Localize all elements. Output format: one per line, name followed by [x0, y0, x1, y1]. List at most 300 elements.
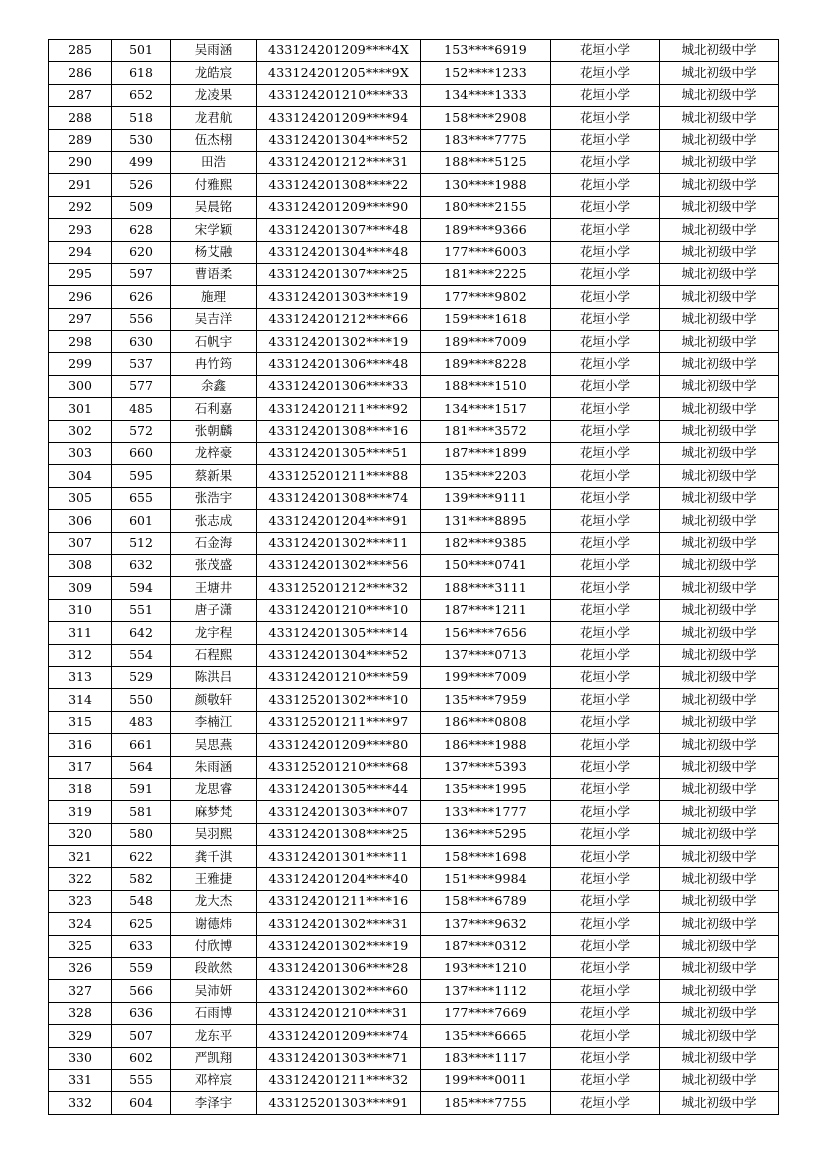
name-cell: 段歆然: [171, 958, 257, 980]
primary-school-cell: 花垣小学: [551, 174, 660, 196]
seq-cell: 312: [49, 644, 112, 666]
phone-cell: 185****7755: [421, 1092, 551, 1114]
middle-school-cell: 城北初级中学: [660, 62, 779, 84]
middle-school-cell: 城北初级中学: [660, 174, 779, 196]
primary-school-cell: 花垣小学: [551, 263, 660, 285]
name-cell: 石利嘉: [171, 398, 257, 420]
name-cell: 石程熙: [171, 644, 257, 666]
primary-school-cell: 花垣小学: [551, 711, 660, 733]
primary-school-cell: 花垣小学: [551, 420, 660, 442]
primary-school-cell: 花垣小学: [551, 1092, 660, 1114]
table-row: [49, 890, 779, 912]
id-number-cell: 433124201305****44: [257, 778, 421, 800]
id-number-cell: 433124201210****10: [257, 599, 421, 621]
table-row: [49, 196, 779, 218]
table-row: [49, 263, 779, 285]
table-body: [49, 40, 779, 1115]
name-cell: 吴吉洋: [171, 308, 257, 330]
id-number-cell: 433124201209****94: [257, 107, 421, 129]
phone-cell: 135****2203: [421, 465, 551, 487]
seq-cell: 317: [49, 756, 112, 778]
table-row: [49, 286, 779, 308]
exam-number-cell: 518: [112, 107, 171, 129]
seq-cell: 331: [49, 1069, 112, 1091]
middle-school-cell: 城北初级中学: [660, 1025, 779, 1047]
middle-school-cell: 城北初级中学: [660, 801, 779, 823]
id-number-cell: 433124201304****52: [257, 129, 421, 151]
exam-number-cell: 581: [112, 801, 171, 823]
id-number-cell: 433124201305****14: [257, 622, 421, 644]
name-cell: 余鑫: [171, 375, 257, 397]
seq-cell: 315: [49, 711, 112, 733]
name-cell: 曹语柔: [171, 263, 257, 285]
primary-school-cell: 花垣小学: [551, 1025, 660, 1047]
name-cell: 付欣博: [171, 935, 257, 957]
id-number-cell: 433124201209****74: [257, 1025, 421, 1047]
primary-school-cell: 花垣小学: [551, 465, 660, 487]
table-row: [49, 1092, 779, 1114]
phone-cell: 188****3111: [421, 577, 551, 599]
table-row: [49, 935, 779, 957]
seq-cell: 310: [49, 599, 112, 621]
primary-school-cell: 花垣小学: [551, 689, 660, 711]
phone-cell: 199****7009: [421, 666, 551, 688]
seq-cell: 320: [49, 823, 112, 845]
middle-school-cell: 城北初级中学: [660, 599, 779, 621]
middle-school-cell: 城北初级中学: [660, 711, 779, 733]
table-row: [49, 1069, 779, 1091]
name-cell: 石金海: [171, 532, 257, 554]
seq-cell: 318: [49, 778, 112, 800]
seq-cell: 295: [49, 263, 112, 285]
table-row: [49, 599, 779, 621]
primary-school-cell: 花垣小学: [551, 823, 660, 845]
middle-school-cell: 城北初级中学: [660, 756, 779, 778]
primary-school-cell: 花垣小学: [551, 1002, 660, 1024]
middle-school-cell: 城北初级中学: [660, 622, 779, 644]
primary-school-cell: 花垣小学: [551, 778, 660, 800]
primary-school-cell: 花垣小学: [551, 241, 660, 263]
primary-school-cell: 花垣小学: [551, 398, 660, 420]
table-row: [49, 331, 779, 353]
table-row: [49, 756, 779, 778]
id-number-cell: 433124201304****48: [257, 241, 421, 263]
phone-cell: 189****7009: [421, 331, 551, 353]
id-number-cell: 433124201308****22: [257, 174, 421, 196]
seq-cell: 326: [49, 958, 112, 980]
exam-number-cell: 630: [112, 331, 171, 353]
middle-school-cell: 城北初级中学: [660, 1092, 779, 1114]
seq-cell: 307: [49, 532, 112, 554]
middle-school-cell: 城北初级中学: [660, 308, 779, 330]
middle-school-cell: 城北初级中学: [660, 443, 779, 465]
phone-cell: 153****6919: [421, 40, 551, 62]
phone-cell: 199****0011: [421, 1069, 551, 1091]
id-number-cell: 433124201205****9X: [257, 62, 421, 84]
seq-cell: 324: [49, 913, 112, 935]
exam-number-cell: 507: [112, 1025, 171, 1047]
phone-cell: 182****9385: [421, 532, 551, 554]
phone-cell: 189****8228: [421, 353, 551, 375]
id-number-cell: 433124201302****11: [257, 532, 421, 554]
primary-school-cell: 花垣小学: [551, 756, 660, 778]
name-cell: 吴思燕: [171, 734, 257, 756]
middle-school-cell: 城北初级中学: [660, 129, 779, 151]
primary-school-cell: 花垣小学: [551, 487, 660, 509]
primary-school-cell: 花垣小学: [551, 890, 660, 912]
seq-cell: 294: [49, 241, 112, 263]
phone-cell: 139****9111: [421, 487, 551, 509]
middle-school-cell: 城北初级中学: [660, 734, 779, 756]
name-cell: 王雅捷: [171, 868, 257, 890]
seq-cell: 304: [49, 465, 112, 487]
id-number-cell: 433125201211****97: [257, 711, 421, 733]
name-cell: 陈洪吕: [171, 666, 257, 688]
exam-number-cell: 604: [112, 1092, 171, 1114]
exam-number-cell: 636: [112, 1002, 171, 1024]
name-cell: 张志成: [171, 510, 257, 532]
name-cell: 杨艾融: [171, 241, 257, 263]
primary-school-cell: 花垣小学: [551, 577, 660, 599]
primary-school-cell: 花垣小学: [551, 868, 660, 890]
name-cell: 龙东平: [171, 1025, 257, 1047]
primary-school-cell: 花垣小学: [551, 331, 660, 353]
primary-school-cell: 花垣小学: [551, 913, 660, 935]
middle-school-cell: 城北初级中学: [660, 353, 779, 375]
id-number-cell: 433124201212****31: [257, 151, 421, 173]
exam-number-cell: 559: [112, 958, 171, 980]
phone-cell: 137****9632: [421, 913, 551, 935]
phone-cell: 152****1233: [421, 62, 551, 84]
primary-school-cell: 花垣小学: [551, 40, 660, 62]
exam-number-cell: 572: [112, 420, 171, 442]
phone-cell: 137****0713: [421, 644, 551, 666]
name-cell: 付雅熙: [171, 174, 257, 196]
id-number-cell: 433124201210****59: [257, 666, 421, 688]
exam-number-cell: 655: [112, 487, 171, 509]
primary-school-cell: 花垣小学: [551, 622, 660, 644]
exam-number-cell: 501: [112, 40, 171, 62]
exam-number-cell: 554: [112, 644, 171, 666]
primary-school-cell: 花垣小学: [551, 935, 660, 957]
name-cell: 唐子潇: [171, 599, 257, 621]
exam-number-cell: 632: [112, 554, 171, 576]
id-number-cell: 433124201303****19: [257, 286, 421, 308]
name-cell: 宋学颖: [171, 219, 257, 241]
middle-school-cell: 城北初级中学: [660, 532, 779, 554]
phone-cell: 156****7656: [421, 622, 551, 644]
middle-school-cell: 城北初级中学: [660, 196, 779, 218]
seq-cell: 301: [49, 398, 112, 420]
seq-cell: 296: [49, 286, 112, 308]
seq-cell: 291: [49, 174, 112, 196]
middle-school-cell: 城北初级中学: [660, 219, 779, 241]
middle-school-cell: 城北初级中学: [660, 778, 779, 800]
middle-school-cell: 城北初级中学: [660, 958, 779, 980]
primary-school-cell: 花垣小学: [551, 107, 660, 129]
exam-number-cell: 529: [112, 666, 171, 688]
id-number-cell: 433124201306****33: [257, 375, 421, 397]
name-cell: 朱雨涵: [171, 756, 257, 778]
id-number-cell: 433124201302****19: [257, 331, 421, 353]
exam-number-cell: 551: [112, 599, 171, 621]
middle-school-cell: 城北初级中学: [660, 487, 779, 509]
phone-cell: 177****6003: [421, 241, 551, 263]
seq-cell: 290: [49, 151, 112, 173]
exam-number-cell: 566: [112, 980, 171, 1002]
table-row: [49, 689, 779, 711]
id-number-cell: 433125201212****32: [257, 577, 421, 599]
seq-cell: 330: [49, 1047, 112, 1069]
phone-cell: 150****0741: [421, 554, 551, 576]
phone-cell: 134****1333: [421, 84, 551, 106]
primary-school-cell: 花垣小学: [551, 62, 660, 84]
table-row: [49, 174, 779, 196]
table-row: [49, 84, 779, 106]
table-row: [49, 443, 779, 465]
phone-cell: 183****7775: [421, 129, 551, 151]
seq-cell: 306: [49, 510, 112, 532]
phone-cell: 137****1112: [421, 980, 551, 1002]
exam-number-cell: 597: [112, 263, 171, 285]
seq-cell: 299: [49, 353, 112, 375]
name-cell: 龙君航: [171, 107, 257, 129]
table-row: [49, 801, 779, 823]
seq-cell: 308: [49, 554, 112, 576]
id-number-cell: 433124201302****31: [257, 913, 421, 935]
table-row: [49, 980, 779, 1002]
exam-number-cell: 591: [112, 778, 171, 800]
middle-school-cell: 城北初级中学: [660, 286, 779, 308]
table-row: [49, 913, 779, 935]
id-number-cell: 433124201211****16: [257, 890, 421, 912]
name-cell: 龚千淇: [171, 846, 257, 868]
exam-number-cell: 564: [112, 756, 171, 778]
id-number-cell: 433124201302****56: [257, 554, 421, 576]
id-number-cell: 433124201211****92: [257, 398, 421, 420]
name-cell: 龙思睿: [171, 778, 257, 800]
table-row: [49, 510, 779, 532]
table-row: [49, 219, 779, 241]
phone-cell: 131****8895: [421, 510, 551, 532]
phone-cell: 137****5393: [421, 756, 551, 778]
table-row: [49, 1002, 779, 1024]
seq-cell: 328: [49, 1002, 112, 1024]
name-cell: 吴沛妍: [171, 980, 257, 1002]
phone-cell: 134****1517: [421, 398, 551, 420]
phone-cell: 133****1777: [421, 801, 551, 823]
phone-cell: 130****1988: [421, 174, 551, 196]
seq-cell: 298: [49, 331, 112, 353]
primary-school-cell: 花垣小学: [551, 980, 660, 1002]
seq-cell: 309: [49, 577, 112, 599]
exam-number-cell: 602: [112, 1047, 171, 1069]
id-number-cell: 433124201209****80: [257, 734, 421, 756]
id-number-cell: 433125201302****10: [257, 689, 421, 711]
name-cell: 麻梦梵: [171, 801, 257, 823]
name-cell: 龙凌果: [171, 84, 257, 106]
middle-school-cell: 城北初级中学: [660, 666, 779, 688]
name-cell: 龙宇程: [171, 622, 257, 644]
exam-number-cell: 633: [112, 935, 171, 957]
middle-school-cell: 城北初级中学: [660, 577, 779, 599]
seq-cell: 302: [49, 420, 112, 442]
middle-school-cell: 城北初级中学: [660, 107, 779, 129]
phone-cell: 183****1117: [421, 1047, 551, 1069]
phone-cell: 181****3572: [421, 420, 551, 442]
exam-number-cell: 660: [112, 443, 171, 465]
table-row: [49, 420, 779, 442]
middle-school-cell: 城北初级中学: [660, 84, 779, 106]
phone-cell: 193****1210: [421, 958, 551, 980]
exam-number-cell: 625: [112, 913, 171, 935]
table-row: [49, 398, 779, 420]
name-cell: 石雨博: [171, 1002, 257, 1024]
exam-number-cell: 512: [112, 532, 171, 554]
middle-school-cell: 城北初级中学: [660, 420, 779, 442]
name-cell: 龙梓豪: [171, 443, 257, 465]
id-number-cell: 433125201303****91: [257, 1092, 421, 1114]
phone-cell: 181****2225: [421, 263, 551, 285]
id-number-cell: 433124201307****48: [257, 219, 421, 241]
primary-school-cell: 花垣小学: [551, 443, 660, 465]
table-row: [49, 40, 779, 62]
seq-cell: 319: [49, 801, 112, 823]
middle-school-cell: 城北初级中学: [660, 151, 779, 173]
primary-school-cell: 花垣小学: [551, 219, 660, 241]
table-row: [49, 554, 779, 576]
middle-school-cell: 城北初级中学: [660, 398, 779, 420]
phone-cell: 177****7669: [421, 1002, 551, 1024]
phone-cell: 186****1988: [421, 734, 551, 756]
phone-cell: 180****2155: [421, 196, 551, 218]
phone-cell: 159****1618: [421, 308, 551, 330]
table-row: [49, 846, 779, 868]
exam-number-cell: 580: [112, 823, 171, 845]
middle-school-cell: 城北初级中学: [660, 935, 779, 957]
seq-cell: 316: [49, 734, 112, 756]
exam-number-cell: 548: [112, 890, 171, 912]
table-row: [49, 823, 779, 845]
id-number-cell: 433124201302****60: [257, 980, 421, 1002]
table-row: [49, 778, 779, 800]
id-number-cell: 433124201308****74: [257, 487, 421, 509]
name-cell: 龙大杰: [171, 890, 257, 912]
id-number-cell: 433124201304****52: [257, 644, 421, 666]
middle-school-cell: 城北初级中学: [660, 510, 779, 532]
id-number-cell: 433124201303****07: [257, 801, 421, 823]
seq-cell: 329: [49, 1025, 112, 1047]
table-row: [49, 1025, 779, 1047]
id-number-cell: 433124201301****11: [257, 846, 421, 868]
id-number-cell: 433124201303****71: [257, 1047, 421, 1069]
table-row: [49, 711, 779, 733]
exam-number-cell: 555: [112, 1069, 171, 1091]
table-row: [49, 577, 779, 599]
exam-number-cell: 622: [112, 846, 171, 868]
id-number-cell: 433124201308****16: [257, 420, 421, 442]
seq-cell: 323: [49, 890, 112, 912]
primary-school-cell: 花垣小学: [551, 353, 660, 375]
name-cell: 蔡新果: [171, 465, 257, 487]
primary-school-cell: 花垣小学: [551, 801, 660, 823]
phone-cell: 187****1211: [421, 599, 551, 621]
phone-cell: 189****9366: [421, 219, 551, 241]
phone-cell: 135****6665: [421, 1025, 551, 1047]
seq-cell: 313: [49, 666, 112, 688]
seq-cell: 293: [49, 219, 112, 241]
name-cell: 张茂盛: [171, 554, 257, 576]
table-row: [49, 666, 779, 688]
primary-school-cell: 花垣小学: [551, 151, 660, 173]
phone-cell: 158****1698: [421, 846, 551, 868]
exam-number-cell: 595: [112, 465, 171, 487]
exam-number-cell: 550: [112, 689, 171, 711]
name-cell: 吴羽熙: [171, 823, 257, 845]
exam-number-cell: 485: [112, 398, 171, 420]
middle-school-cell: 城北初级中学: [660, 890, 779, 912]
name-cell: 谢德炜: [171, 913, 257, 935]
seq-cell: 311: [49, 622, 112, 644]
exam-number-cell: 483: [112, 711, 171, 733]
table-row: [49, 129, 779, 151]
primary-school-cell: 花垣小学: [551, 129, 660, 151]
phone-cell: 177****9802: [421, 286, 551, 308]
table-row: [49, 353, 779, 375]
primary-school-cell: 花垣小学: [551, 644, 660, 666]
exam-number-cell: 626: [112, 286, 171, 308]
middle-school-cell: 城北初级中学: [660, 375, 779, 397]
seq-cell: 305: [49, 487, 112, 509]
name-cell: 张浩宇: [171, 487, 257, 509]
id-number-cell: 433124201209****90: [257, 196, 421, 218]
phone-cell: 136****5295: [421, 823, 551, 845]
exam-number-cell: 537: [112, 353, 171, 375]
seq-cell: 288: [49, 107, 112, 129]
name-cell: 龙皓宸: [171, 62, 257, 84]
exam-number-cell: 618: [112, 62, 171, 84]
name-cell: 施理: [171, 286, 257, 308]
exam-number-cell: 594: [112, 577, 171, 599]
primary-school-cell: 花垣小学: [551, 554, 660, 576]
id-number-cell: 433125201210****68: [257, 756, 421, 778]
primary-school-cell: 花垣小学: [551, 196, 660, 218]
student-roster-table: [48, 39, 779, 1115]
phone-cell: 186****0808: [421, 711, 551, 733]
primary-school-cell: 花垣小学: [551, 846, 660, 868]
primary-school-cell: 花垣小学: [551, 532, 660, 554]
name-cell: 石帆宇: [171, 331, 257, 353]
id-number-cell: 433124201211****32: [257, 1069, 421, 1091]
phone-cell: 158****2908: [421, 107, 551, 129]
name-cell: 吴雨涵: [171, 40, 257, 62]
phone-cell: 188****5125: [421, 151, 551, 173]
id-number-cell: 433124201307****25: [257, 263, 421, 285]
middle-school-cell: 城北初级中学: [660, 823, 779, 845]
table-row: [49, 532, 779, 554]
id-number-cell: 433124201210****31: [257, 1002, 421, 1024]
exam-number-cell: 509: [112, 196, 171, 218]
name-cell: 田浩: [171, 151, 257, 173]
middle-school-cell: 城北初级中学: [660, 40, 779, 62]
table-row: [49, 622, 779, 644]
middle-school-cell: 城北初级中学: [660, 241, 779, 263]
table-row: [49, 487, 779, 509]
table-row: [49, 1047, 779, 1069]
table-row: [49, 734, 779, 756]
table-row: [49, 868, 779, 890]
name-cell: 李楠江: [171, 711, 257, 733]
